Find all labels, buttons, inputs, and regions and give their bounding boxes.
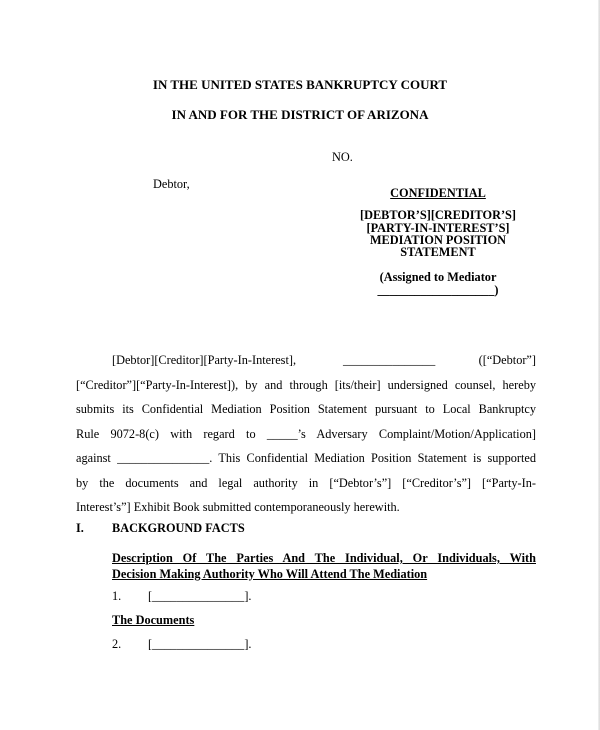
statement-title-line1: [DEBTOR’S][CREDITOR’S] [359, 208, 516, 222]
paragraph-line-7: Interest’s”] Exhibit Book submitted contemporaneously herewith. [76, 500, 400, 514]
item-2-blank: [_______________]. [148, 637, 252, 651]
paragraph-line-3: submits its Confidential Mediation Position Statement pursuant to Local Bankruptcy [76, 402, 536, 416]
subheading-documents: The Documents [112, 613, 195, 627]
subheading-parties-line1: Description Of The Parties And The Individual, Or Individuals, With [112, 551, 536, 565]
confidential-heading: CONFIDENTIAL [390, 186, 486, 200]
court-title-line2: IN AND FOR THE DISTRICT OF ARIZONA [171, 107, 429, 122]
statement-title-line4: STATEMENT [400, 245, 476, 259]
party-name-blank: _______________ [343, 353, 436, 367]
item-1-blank: [_______________]. [148, 589, 252, 603]
debtor-label: Debtor, [153, 177, 190, 191]
case-number-label: NO. [332, 150, 353, 164]
paragraph-line-2: [“Creditor”][“Party-In-Interest]), by and through [its/their] undersigned counsel, hereby [76, 377, 536, 392]
paragraph-line-1 [76, 348, 536, 373]
assigned-mediator-label: (Assigned to Mediator [379, 270, 497, 284]
item-2-number: 2. [112, 637, 122, 651]
section-number: I. [76, 521, 84, 535]
party-defined-term: ([“Debtor”] [478, 353, 536, 367]
opening-paragraph [76, 348, 536, 520]
paragraph-line-5: against _______________. This Confidential Mediation Position Statement is supported [76, 451, 536, 465]
party-selector-text: [Debtor][Creditor][Party-In-Interest], [112, 353, 297, 367]
assigned-mediator-line: ___________________) [377, 283, 499, 297]
court-title-line1: IN THE UNITED STATES BANKRUPTCY COURT [152, 77, 448, 92]
item-1-number: 1. [112, 589, 122, 603]
subheading-parties-line2: Decision Making Authority Who Will Attend The Mediation [112, 567, 428, 581]
statement-title-line3: MEDIATION POSITION [369, 233, 507, 247]
statement-title-line2: [PARTY-IN-INTEREST’S] [366, 221, 510, 235]
paragraph-line-4: Rule 9072-8(c) with regard to _____’s Adversary Complaint/Motion/Application] [76, 426, 536, 441]
section-heading: BACKGROUND FACTS [112, 521, 245, 535]
paragraph-line-6: by the documents and legal authority in [“Debtor’s”] [“Creditor’s”] [“Party-In- [76, 475, 536, 490]
